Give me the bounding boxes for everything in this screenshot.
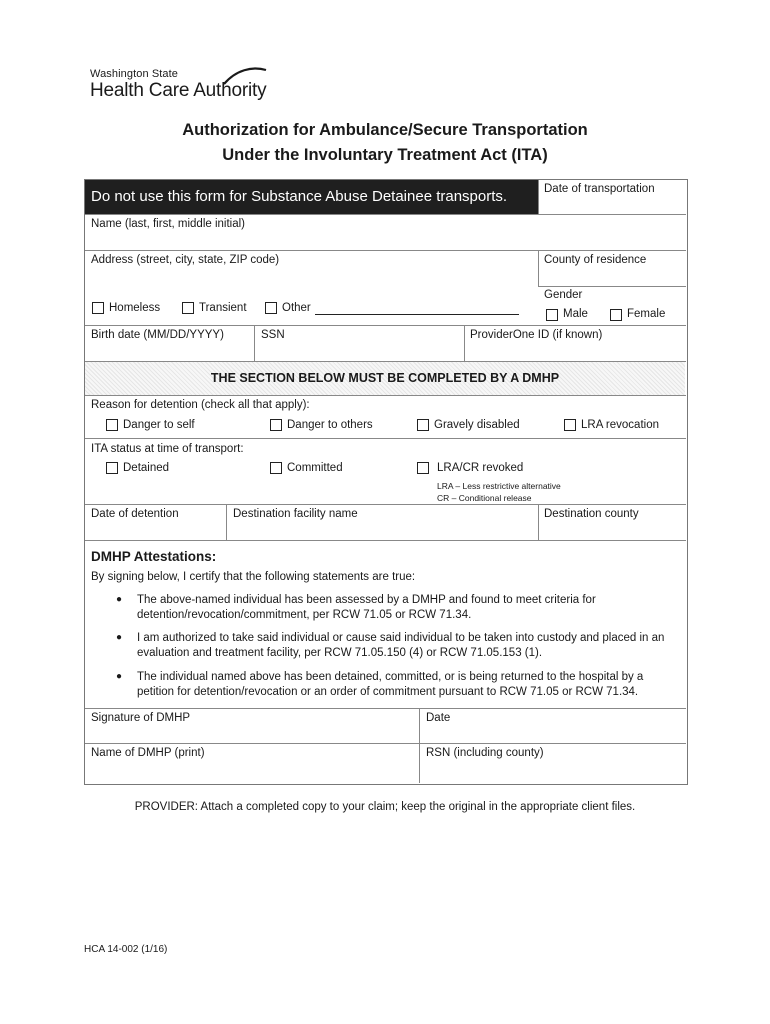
date-of-transportation-label[interactable]: Date of transportation [544, 183, 655, 195]
gravely-disabled-checkbox[interactable] [417, 419, 429, 431]
form-title-line2: Under the Involuntary Treatment Act (ITA) [222, 146, 548, 164]
lra-cr-revoked-checkbox[interactable] [417, 462, 429, 474]
attestations-intro: By signing below, I certify that the following statements are true: [91, 571, 416, 583]
warning-banner: Do not use this form for Substance Abuse Detainee transports. [85, 180, 538, 214]
gravely-disabled-label: Gravely disabled [434, 419, 520, 431]
providerone-id-label[interactable]: ProviderOne ID (if known) [470, 329, 603, 341]
danger-to-self-label: Danger to self [123, 419, 195, 431]
cr-note: CR – Conditional release [437, 493, 532, 503]
form-number: HCA 14-002 (1/16) [84, 944, 168, 955]
lra-cr-revoked-label: LRA/CR revoked [437, 462, 524, 474]
detained-label: Detained [123, 462, 170, 474]
bullet-3: ● [116, 671, 123, 682]
male-checkbox[interactable] [546, 309, 558, 321]
provider-note: PROVIDER: Attach a completed copy to your claim; keep the original in the appropriate client files. [134, 801, 636, 813]
male-label: Male [563, 308, 588, 320]
other-checkbox[interactable] [265, 302, 277, 314]
name-field-label[interactable]: Name (last, first, middle initial) [91, 218, 246, 230]
logo-name-line: Health Care Authority [90, 80, 267, 101]
other-text-line[interactable] [315, 314, 519, 315]
bullet-2: ● [116, 632, 123, 643]
female-checkbox[interactable] [610, 309, 622, 321]
lra-revocation-checkbox[interactable] [564, 419, 576, 431]
logo-org-line: Washington State [90, 68, 179, 80]
reason-label: Reason for detention (check all that apply): [91, 399, 310, 411]
detained-checkbox[interactable] [106, 462, 118, 474]
homeless-label: Homeless [109, 302, 161, 314]
signature-label[interactable]: Signature of DMHP [91, 712, 191, 724]
committed-checkbox[interactable] [270, 462, 282, 474]
transient-label: Transient [199, 302, 247, 314]
logo-swoosh-icon [222, 64, 268, 86]
attestation-item-1: The above-named individual has been assessed by a DMHP and found to meet criteria for detention/revocation/commitment, per RCW 71.05 or RCW 71.34. [137, 594, 596, 621]
dmhp-section-header: THE SECTION BELOW MUST BE COMPLETED BY A DMHP [85, 362, 685, 395]
attestation-item-2: I am authorized to take said individual or cause said individual to be taken into custody and placed in an evaluation and treatment facility, per RCW 71.05.150 (4) or RCW 71.05.153 (1). [137, 632, 665, 659]
danger-to-self-checkbox[interactable] [106, 419, 118, 431]
ssn-label[interactable]: SSN [261, 329, 285, 341]
homeless-checkbox[interactable] [92, 302, 104, 314]
gender-label: Gender [544, 289, 583, 301]
attestation-item-3: The individual named above has been detained, committed, or is being returned to the hospital by a petition for detention/revocation or an order of commitment pursuant to RCW 71.05 or RCW 71.34. [137, 671, 644, 698]
destination-facility-label[interactable]: Destination facility name [233, 508, 358, 520]
form-title-line1: Authorization for Ambulance/Secure Transportation [182, 121, 588, 139]
committed-label: Committed [287, 462, 343, 474]
date-of-detention-label[interactable]: Date of detention [91, 508, 179, 520]
ita-status-label: ITA status at time of transport: [91, 443, 244, 455]
female-label: Female [627, 308, 666, 320]
danger-to-others-label: Danger to others [287, 419, 373, 431]
dmhp-name-label[interactable]: Name of DMHP (print) [91, 747, 205, 759]
transient-checkbox[interactable] [182, 302, 194, 314]
rsn-label[interactable]: RSN (including county) [426, 747, 544, 759]
address-field-label[interactable]: Address (street, city, state, ZIP code) [91, 254, 280, 266]
destination-county-label[interactable]: Destination county [544, 508, 639, 520]
bullet-1: ● [116, 594, 123, 605]
lra-revocation-label: LRA revocation [581, 419, 659, 431]
county-of-residence-label[interactable]: County of residence [544, 254, 647, 266]
birth-date-label[interactable]: Birth date (MM/DD/YYYY) [91, 329, 224, 341]
attestations-title: DMHP Attestations: [91, 549, 217, 564]
danger-to-others-checkbox[interactable] [270, 419, 282, 431]
lra-note: LRA – Less restrictive alternative [437, 481, 561, 491]
other-label: Other [282, 302, 311, 314]
date-label[interactable]: Date [426, 712, 451, 724]
